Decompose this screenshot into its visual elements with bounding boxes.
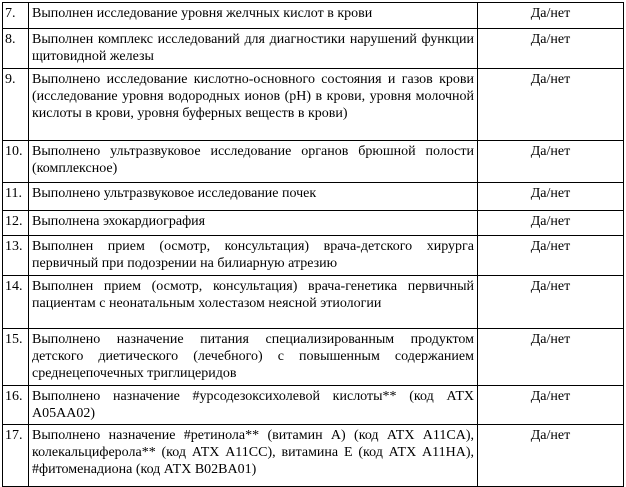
criterion-text-cell: Выполнен комплекс исследований для диагностики нарушений функции щитовидной железы (29, 29, 478, 69)
row-number-cell: 8. (3, 29, 29, 69)
answer-cell: Да/нет (478, 386, 624, 425)
criterion-text-cell: Выполнен исследование уровня желчных кислот в крови (29, 3, 478, 29)
table-row (3, 3, 624, 29)
row-number-cell: 9. (3, 69, 29, 141)
criterion-text-cell: Выполнено назначение питания специализированным продуктом детского диетического (лечебного) с повышенным содержанием среднецепочечных триглицеридов (29, 329, 478, 386)
table-row (3, 29, 624, 69)
table-row (3, 329, 624, 386)
answer-cell: Да/нет (478, 276, 624, 329)
answer-cell: Да/нет (478, 211, 624, 236)
criterion-text-cell: Выполнена эхокардиография (29, 211, 478, 236)
criteria-table (2, 2, 624, 487)
criterion-text-cell: Выполнено ультразвуковое исследование почек (29, 183, 478, 211)
row-number-cell: 16. (3, 386, 29, 425)
row-number-cell: 7. (3, 3, 29, 29)
table-row (3, 276, 624, 329)
row-number-cell: 12. (3, 211, 29, 236)
row-number-cell: 17. (3, 425, 29, 487)
criterion-text-cell: Выполнено исследование кислотно-основного состояния и газов крови (исследование уровня водородных ионов (pH) в крови, уровня молочной кислоты в крови, уровня буферных веществ в крови) (29, 69, 478, 141)
row-number-cell: 11. (3, 183, 29, 211)
answer-cell: Да/нет (478, 69, 624, 141)
criterion-text-cell: Выполнен прием (осмотр, консультация) врача-генетика первичный пациентам с неонатальным холестазом неясной этиологии (29, 276, 478, 329)
table-row (3, 183, 624, 211)
answer-cell: Да/нет (478, 329, 624, 386)
row-number-cell: 13. (3, 236, 29, 276)
row-number-cell: 14. (3, 276, 29, 329)
row-number-cell: 15. (3, 329, 29, 386)
answer-cell: Да/нет (478, 236, 624, 276)
row-number-cell: 10. (3, 141, 29, 183)
criteria-table-body (3, 3, 624, 487)
answer-cell: Да/нет (478, 3, 624, 29)
table-row (3, 211, 624, 236)
answer-cell: Да/нет (478, 141, 624, 183)
criterion-text-cell: Выполнено назначение #урсодезоксихолевой кислоты** (код АТХ A05AA02) (29, 386, 478, 425)
table-row (3, 386, 624, 425)
criterion-text-cell: Выполнено назначение #ретинола** (витамин А) (код АТХ A11CA), колекальциферола** (код АТХ A11CC), витамина Е (код АТХ A11HA), #фитоменадиона (код АТХ B02BA01) (29, 425, 478, 487)
table-row (3, 141, 624, 183)
criterion-text-cell: Выполнено ультразвуковое исследование органов брюшной полости (комплексное) (29, 141, 478, 183)
answer-cell: Да/нет (478, 183, 624, 211)
answer-cell: Да/нет (478, 29, 624, 69)
criterion-text-cell: Выполнен прием (осмотр, консультация) врача-детского хирурга первичный при подозрении на билиарную атрезию (29, 236, 478, 276)
table-row (3, 425, 624, 487)
table-row (3, 69, 624, 141)
table-row (3, 236, 624, 276)
answer-cell: Да/нет (478, 425, 624, 487)
